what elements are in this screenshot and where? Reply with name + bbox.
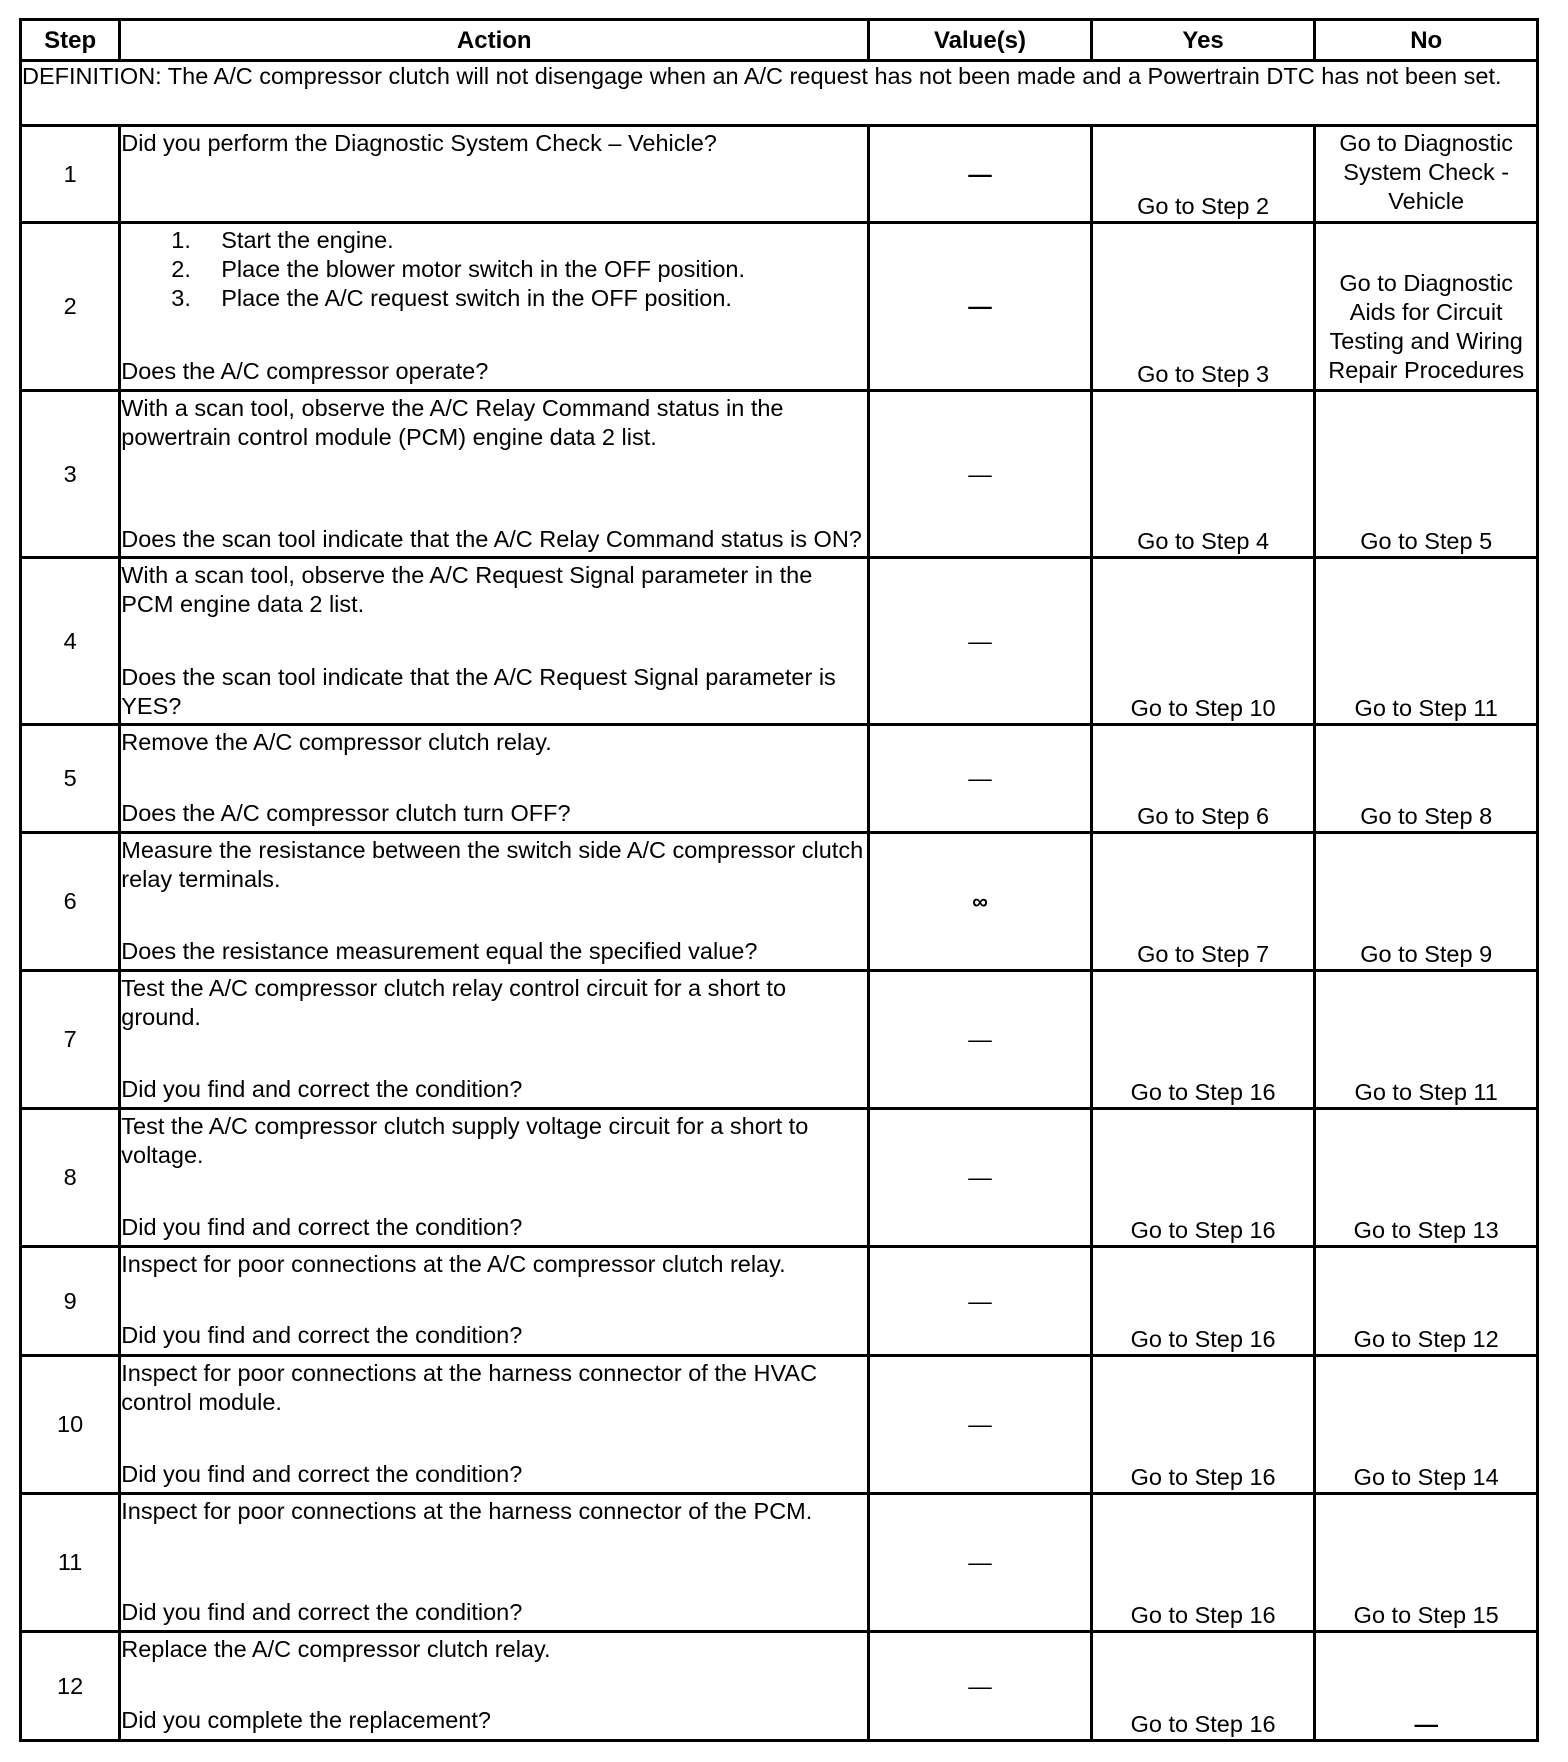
header-action: Action [120, 20, 869, 61]
yes-cell: Go to Step 16 [1091, 971, 1315, 1109]
step-number: 9 [21, 1247, 120, 1356]
header-yes: Yes [1091, 20, 1315, 61]
yes-cell: Go to Step 2 [1091, 126, 1315, 223]
step-number: 10 [21, 1356, 120, 1494]
step-number: 5 [21, 725, 120, 833]
table-row [21, 833, 1538, 971]
action-question: Did you find and correct the condition? [121, 1599, 523, 1625]
action-cell [120, 1356, 869, 1494]
action-text: Measure the resistance between the switch side A/C compressor clutch relay terminals. [121, 837, 864, 892]
action-question: Does the scan tool indicate that the A/C Relay Command status is ON? [121, 526, 862, 552]
no-cell: Go to Step 9 [1315, 833, 1538, 971]
action-text: Inspect for poor connections at the harness connector of the PCM. [121, 1498, 813, 1524]
no-cell: Go to Step 15 [1315, 1494, 1538, 1632]
step-number: 1 [21, 126, 120, 223]
action-cell [120, 1632, 869, 1741]
value-cell: ∞ [869, 833, 1092, 971]
value-cell: — [869, 558, 1092, 725]
value-cell: — [869, 1247, 1092, 1356]
action-cell [120, 558, 869, 725]
step-number: 12 [21, 1632, 120, 1741]
action-question: Does the scan tool indicate that the A/C Request Signal parameter is YES? [121, 664, 836, 719]
table-row [21, 1247, 1538, 1356]
list-item: 3. Place the A/C request switch in the OFF position. [171, 285, 732, 311]
action-cell [120, 391, 869, 558]
diagnostic-table [19, 18, 1539, 1742]
value-cell: — [869, 725, 1092, 833]
action-question: Did you find and correct the condition? [121, 1461, 523, 1487]
value-cell: — [869, 1356, 1092, 1494]
value-cell: — [869, 391, 1092, 558]
action-cell [120, 833, 869, 971]
action-question: Did you find and correct the condition? [121, 1076, 523, 1102]
definition-text: DEFINITION: The A/C compressor clutch will not disengage when an A/C request has not been made and a Powertrain DTC has not been set. [21, 61, 1538, 126]
no-cell: Go to Diagnostic System Check - Vehicle [1315, 126, 1538, 223]
action-cell [120, 1247, 869, 1356]
no-cell: — [1315, 1632, 1538, 1741]
step-number: 3 [21, 391, 120, 558]
yes-cell: Go to Step 16 [1091, 1356, 1315, 1494]
yes-cell: Go to Step 3 [1091, 223, 1315, 391]
yes-cell: Go to Step 10 [1091, 558, 1315, 725]
table-row [21, 1632, 1538, 1741]
action-cell [120, 223, 869, 391]
value-cell: — [869, 1109, 1092, 1247]
action-cell [120, 1494, 869, 1632]
value-cell: — [869, 971, 1092, 1109]
action-text: Did you perform the Diagnostic System Check – Vehicle? [121, 130, 717, 156]
value-cell: — [869, 223, 1092, 391]
step-number: 6 [21, 833, 120, 971]
no-cell: Go to Step 11 [1315, 971, 1538, 1109]
header-values: Value(s) [869, 20, 1092, 61]
no-cell: Go to Step 13 [1315, 1109, 1538, 1247]
no-cell: Go to Step 8 [1315, 725, 1538, 833]
no-cell: Go to Step 11 [1315, 558, 1538, 725]
value-cell: — [869, 126, 1092, 223]
no-cell: Go to Diagnostic Aids for Circuit Testing and Wiring Repair Procedures [1315, 223, 1538, 391]
action-text: Test the A/C compressor clutch relay control circuit for a short to ground. [121, 975, 787, 1030]
header-no: No [1315, 20, 1538, 61]
yes-cell: Go to Step 16 [1091, 1494, 1315, 1632]
substep-list [121, 226, 867, 313]
no-cell: Go to Step 5 [1315, 391, 1538, 558]
action-question: Did you complete the replacement? [121, 1707, 491, 1733]
yes-cell: Go to Step 4 [1091, 391, 1315, 558]
table-row [21, 1356, 1538, 1494]
action-text: With a scan tool, observe the A/C Request Signal parameter in the PCM engine data 2 list. [121, 562, 813, 617]
yes-cell: Go to Step 16 [1091, 1247, 1315, 1356]
header-step: Step [21, 20, 120, 61]
action-question: Did you find and correct the condition? [121, 1322, 523, 1348]
yes-cell: Go to Step 7 [1091, 833, 1315, 971]
header-row [21, 20, 1538, 61]
table-row [21, 223, 1538, 391]
action-question: Does the resistance measurement equal the specified value? [121, 938, 758, 964]
definition-row [21, 61, 1538, 126]
action-cell [120, 126, 869, 223]
list-item: 2. Place the blower motor switch in the OFF position. [171, 256, 745, 282]
table-row [21, 126, 1538, 223]
action-text: Inspect for poor connections at the harness connector of the HVAC control module. [121, 1360, 818, 1415]
table-row [21, 391, 1538, 558]
action-text: Inspect for poor connections at the A/C compressor clutch relay. [121, 1251, 786, 1277]
action-cell [120, 1109, 869, 1247]
yes-cell: Go to Step 6 [1091, 725, 1315, 833]
list-item: 1. Start the engine. [171, 227, 394, 253]
action-question: Does the A/C compressor clutch turn OFF? [121, 800, 571, 826]
table-row [21, 558, 1538, 725]
step-number: 2 [21, 223, 120, 391]
no-cell: Go to Step 12 [1315, 1247, 1538, 1356]
yes-cell: Go to Step 16 [1091, 1109, 1315, 1247]
action-cell [120, 725, 869, 833]
table-row [21, 1494, 1538, 1632]
action-cell [120, 971, 869, 1109]
step-number: 11 [21, 1494, 120, 1632]
step-number: 4 [21, 558, 120, 725]
no-cell: Go to Step 14 [1315, 1356, 1538, 1494]
yes-cell: Go to Step 16 [1091, 1632, 1315, 1741]
table-row [21, 971, 1538, 1109]
action-text: Replace the A/C compressor clutch relay. [121, 1636, 551, 1662]
value-cell: — [869, 1632, 1092, 1741]
action-text: Test the A/C compressor clutch supply voltage circuit for a short to voltage. [121, 1113, 809, 1168]
action-text: With a scan tool, observe the A/C Relay Command status in the powertrain control module (PCM) engine data 2 list. [121, 395, 784, 450]
action-question: Did you find and correct the condition? [121, 1214, 523, 1240]
table-row [21, 725, 1538, 833]
value-cell: — [869, 1494, 1092, 1632]
step-number: 8 [21, 1109, 120, 1247]
step-number: 7 [21, 971, 120, 1109]
action-question: Does the A/C compressor operate? [121, 358, 489, 384]
table-row [21, 1109, 1538, 1247]
action-text: Remove the A/C compressor clutch relay. [121, 729, 552, 755]
